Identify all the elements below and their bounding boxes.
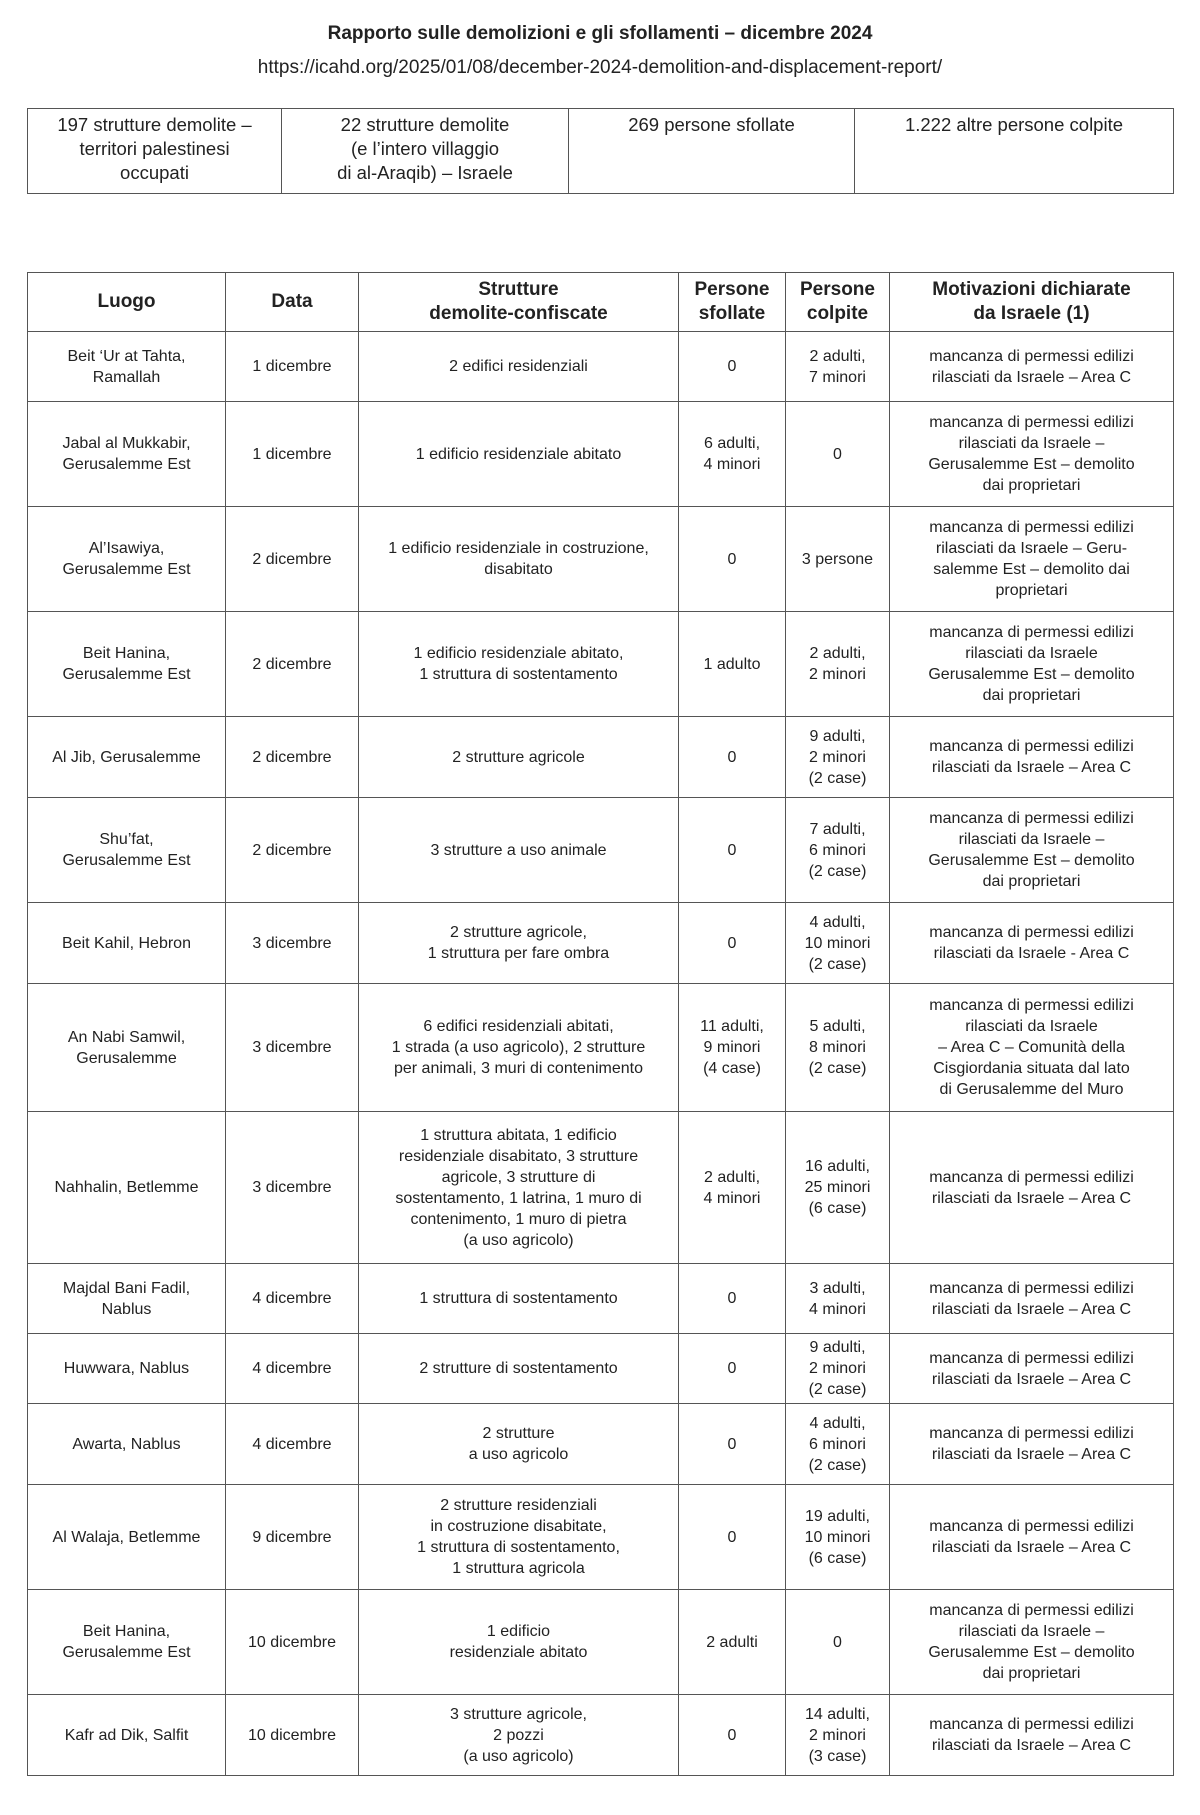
table-row [28, 798, 1174, 903]
cell-colpite: 4 adulti, 10 minori (2 case) [786, 903, 890, 984]
cell-luogo: Al’Isawiya, Gerusalemme Est [28, 507, 226, 612]
cell-sfollate: 0 [679, 332, 786, 402]
cell-data: 1 dicembre [226, 402, 359, 507]
cell-motivazioni: mancanza di permessi edilizi rilasciati da Israele – Area C [890, 717, 1174, 798]
cell-strutture: 2 strutture a uso agricolo [359, 1404, 679, 1485]
cell-sfollate: 0 [679, 1264, 786, 1334]
table-row [28, 1112, 1174, 1264]
cell-data: 4 dicembre [226, 1334, 359, 1404]
cell-motivazioni: mancanza di permessi edilizi rilasciati da Israele - Area C [890, 903, 1174, 984]
cell-luogo: Beit ‘Ur at Tahta, Ramallah [28, 332, 226, 402]
cell-data: 4 dicembre [226, 1264, 359, 1334]
cell-motivazioni: mancanza di permessi edilizi rilasciati da Israele – Area C – Comunità della Cisgiordania situata dal lato di Gerusalemme del Muro [890, 984, 1174, 1112]
summary-row [28, 109, 1174, 194]
table-body [28, 332, 1174, 1776]
report-title: Rapporto sulle demolizioni e gli sfollamenti – dicembre 2024 [327, 23, 873, 44]
cell-sfollate: 2 adulti, 4 minori [679, 1112, 786, 1264]
cell-luogo: Al Walaja, Betlemme [28, 1485, 226, 1590]
cell-strutture: 3 strutture agricole, 2 pozzi (a uso agricolo) [359, 1695, 679, 1776]
table-row [28, 1695, 1174, 1776]
summary-displaced: 269 persone sfollate [569, 109, 855, 194]
cell-luogo: Jabal al Mukkabir, Gerusalemme Est [28, 402, 226, 507]
cell-sfollate: 0 [679, 1695, 786, 1776]
cell-motivazioni: mancanza di permessi edilizi rilasciati da Israele Gerusalemme Est – demolito dai proprietari [890, 612, 1174, 717]
demolitions-table [27, 272, 1174, 1776]
cell-colpite: 2 adulti, 7 minori [786, 332, 890, 402]
cell-colpite: 3 persone [786, 507, 890, 612]
cell-motivazioni: mancanza di permessi edilizi rilasciati da Israele – Area C [890, 1404, 1174, 1485]
cell-motivazioni: mancanza di permessi edilizi rilasciati da Israele – Area C [890, 1112, 1174, 1264]
header-strutture: Strutture demolite-confiscate [359, 273, 679, 332]
table-row [28, 717, 1174, 798]
cell-luogo: Nahhalin, Betlemme [28, 1112, 226, 1264]
header-sfollate: Persone sfollate [679, 273, 786, 332]
cell-colpite: 16 adulti, 25 minori (6 case) [786, 1112, 890, 1264]
cell-luogo: Shu’fat, Gerusalemme Est [28, 798, 226, 903]
cell-strutture: 2 strutture agricole [359, 717, 679, 798]
table-row [28, 1334, 1174, 1404]
table-row [28, 1485, 1174, 1590]
cell-luogo: Majdal Bani Fadil, Nablus [28, 1264, 226, 1334]
cell-colpite: 5 adulti, 8 minori (2 case) [786, 984, 890, 1112]
cell-luogo: Beit Hanina, Gerusalemme Est [28, 612, 226, 717]
table-row [28, 1590, 1174, 1695]
cell-luogo: Al Jib, Gerusalemme [28, 717, 226, 798]
cell-motivazioni: mancanza di permessi edilizi rilasciati da Israele – Area C [890, 332, 1174, 402]
cell-motivazioni: mancanza di permessi edilizi rilasciati da Israele – Gerusalemme Est – demolito dai proprietari [890, 1590, 1174, 1695]
header-motivazioni: Motivazioni dichiarate da Israele (1) [890, 273, 1174, 332]
cell-luogo: Huwwara, Nablus [28, 1334, 226, 1404]
cell-sfollate: 0 [679, 1404, 786, 1485]
cell-strutture: 1 edificio residenziale in costruzione, disabitato [359, 507, 679, 612]
cell-strutture: 2 strutture residenziali in costruzione disabitate, 1 struttura di sostentamento, 1 struttura agricola [359, 1485, 679, 1590]
cell-colpite: 9 adulti, 2 minori (2 case) [786, 717, 890, 798]
cell-sfollate: 0 [679, 798, 786, 903]
cell-strutture: 1 edificio residenziale abitato [359, 402, 679, 507]
cell-strutture: 1 edificio residenziale abitato [359, 1590, 679, 1695]
cell-sfollate: 6 adulti, 4 minori [679, 402, 786, 507]
header-luogo: Luogo [28, 273, 226, 332]
table-row [28, 1264, 1174, 1334]
cell-data: 10 dicembre [226, 1590, 359, 1695]
cell-colpite: 3 adulti, 4 minori [786, 1264, 890, 1334]
cell-data: 2 dicembre [226, 717, 359, 798]
cell-motivazioni: mancanza di permessi edilizi rilasciati da Israele – Gerusalemme Est – demolito dai proprietari [890, 798, 1174, 903]
table-row [28, 507, 1174, 612]
cell-strutture: 1 struttura di sostentamento [359, 1264, 679, 1334]
table-header-row [28, 273, 1174, 332]
cell-data: 2 dicembre [226, 612, 359, 717]
cell-luogo: Kafr ad Dik, Salfit [28, 1695, 226, 1776]
cell-motivazioni: mancanza di permessi edilizi rilasciati da Israele – Area C [890, 1264, 1174, 1334]
cell-colpite: 9 adulti, 2 minori (2 case) [786, 1334, 890, 1404]
cell-motivazioni: mancanza di permessi edilizi rilasciati da Israele – Gerusalemme Est – demolito dai proprietari [890, 402, 1174, 507]
cell-motivazioni: mancanza di permessi edilizi rilasciati da Israele – Geru- salemme Est – demolito dai proprietari [890, 507, 1174, 612]
cell-luogo: Beit Hanina, Gerusalemme Est [28, 1590, 226, 1695]
summary-table [27, 108, 1174, 194]
cell-data: 3 dicembre [226, 903, 359, 984]
cell-sfollate: 11 adulti, 9 minori (4 case) [679, 984, 786, 1112]
cell-strutture: 1 edificio residenziale abitato, 1 struttura di sostentamento [359, 612, 679, 717]
source-url[interactable]: https://icahd.org/2025/01/08/december-2024-demolition-and-displacement-report/ [257, 57, 943, 78]
cell-strutture: 2 strutture di sostentamento [359, 1334, 679, 1404]
cell-data: 2 dicembre [226, 798, 359, 903]
summary-demolished-opt: 197 strutture demolite – territori palestinesi occupati [28, 109, 282, 194]
cell-data: 9 dicembre [226, 1485, 359, 1590]
cell-sfollate: 0 [679, 903, 786, 984]
table-row [28, 612, 1174, 717]
cell-sfollate: 0 [679, 717, 786, 798]
table-row [28, 984, 1174, 1112]
cell-data: 4 dicembre [226, 1404, 359, 1485]
cell-sfollate: 0 [679, 507, 786, 612]
cell-sfollate: 0 [679, 1485, 786, 1590]
cell-strutture: 2 edifici residenziali [359, 332, 679, 402]
cell-data: 3 dicembre [226, 1112, 359, 1264]
cell-strutture: 2 strutture agricole, 1 struttura per fare ombra [359, 903, 679, 984]
header-data: Data [226, 273, 359, 332]
cell-colpite: 0 [786, 402, 890, 507]
cell-colpite: 4 adulti, 6 minori (2 case) [786, 1404, 890, 1485]
summary-affected: 1.222 altre persone colpite [855, 109, 1174, 194]
cell-motivazioni: mancanza di permessi edilizi rilasciati da Israele – Area C [890, 1485, 1174, 1590]
cell-strutture: 1 struttura abitata, 1 edificio residenziale disabitato, 3 strutture agricole, 3 strutture di sostentamento, 1 latrina, 1 muro di contenimento, 1 muro di pietra (a uso agricolo) [359, 1112, 679, 1264]
cell-sfollate: 1 adulto [679, 612, 786, 717]
cell-strutture: 3 strutture a uso animale [359, 798, 679, 903]
table-row [28, 1404, 1174, 1485]
cell-colpite: 19 adulti, 10 minori (6 case) [786, 1485, 890, 1590]
cell-motivazioni: mancanza di permessi edilizi rilasciati da Israele – Area C [890, 1334, 1174, 1404]
cell-luogo: An Nabi Samwil, Gerusalemme [28, 984, 226, 1112]
cell-colpite: 0 [786, 1590, 890, 1695]
header-colpite: Persone colpite [786, 273, 890, 332]
cell-colpite: 7 adulti, 6 minori (2 case) [786, 798, 890, 903]
cell-motivazioni: mancanza di permessi edilizi rilasciati da Israele – Area C [890, 1695, 1174, 1776]
cell-data: 1 dicembre [226, 332, 359, 402]
table-row [28, 903, 1174, 984]
cell-data: 3 dicembre [226, 984, 359, 1112]
cell-strutture: 6 edifici residenziali abitati, 1 strada (a uso agricolo), 2 strutture per animali, 3 muri di contenimento [359, 984, 679, 1112]
table-row [28, 332, 1174, 402]
cell-luogo: Awarta, Nablus [28, 1404, 226, 1485]
summary-demolished-israel: 22 strutture demolite (e l’intero villaggio di al-Araqib) – Israele [282, 109, 569, 194]
cell-luogo: Beit Kahil, Hebron [28, 903, 226, 984]
cell-sfollate: 2 adulti [679, 1590, 786, 1695]
cell-sfollate: 0 [679, 1334, 786, 1404]
table-row [28, 402, 1174, 507]
cell-colpite: 2 adulti, 2 minori [786, 612, 890, 717]
cell-data: 2 dicembre [226, 507, 359, 612]
cell-data: 10 dicembre [226, 1695, 359, 1776]
cell-colpite: 14 adulti, 2 minori (3 case) [786, 1695, 890, 1776]
